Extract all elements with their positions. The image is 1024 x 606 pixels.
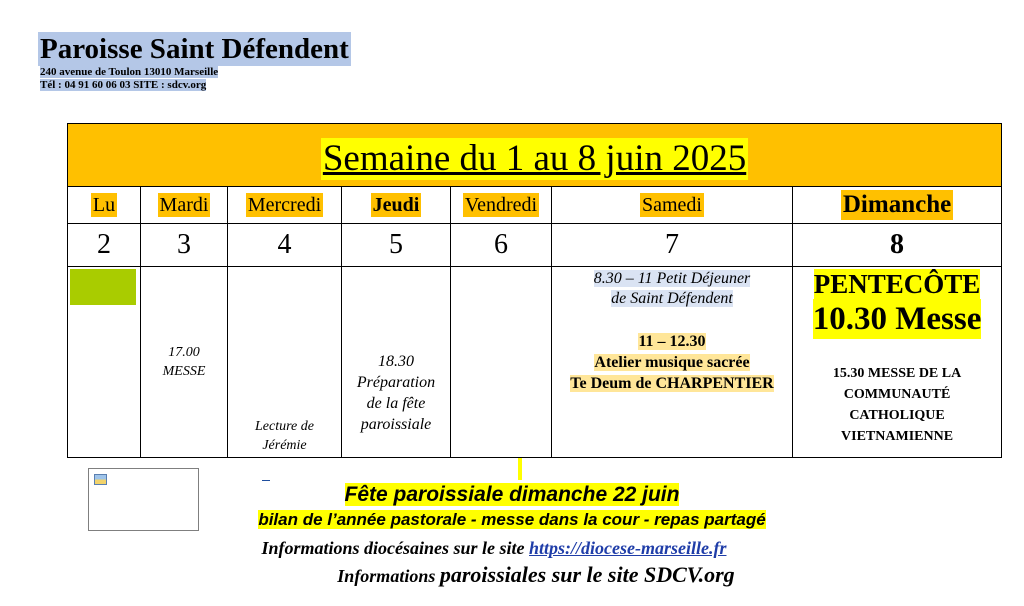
underline-mark [262, 480, 270, 481]
week-title-cell [68, 124, 1002, 187]
events-saturday [552, 267, 793, 458]
pentecost-block [793, 269, 1001, 339]
week-title: Semaine du 1 au 8 juin 2025 [322, 138, 747, 179]
events-wednesday [228, 267, 342, 458]
day-names-row [68, 187, 1002, 224]
diocese-link[interactable]: https://diocese-marseille.fr [529, 538, 727, 558]
events-tuesday [141, 267, 228, 458]
weekly-schedule-table [67, 123, 1002, 458]
events-row [68, 267, 1002, 458]
parish-header [38, 32, 351, 92]
events-monday [68, 267, 141, 458]
fete-announcement: Fête paroissiale dimanche 22 juin [344, 483, 680, 506]
green-marker [70, 269, 136, 305]
tuesday-mass: 17.00 MESSE [162, 345, 206, 379]
date-thursday: 5 [342, 224, 451, 267]
events-sunday [793, 267, 1002, 458]
date-sunday: 8 [793, 224, 1002, 267]
day-friday: Vendredi [451, 187, 552, 224]
pentecost-title: PENTECÔTE [813, 269, 981, 299]
day-monday: Lu [68, 187, 141, 224]
parish-contact: Tél : 04 91 60 06 03 SITE : sdcv.org [40, 79, 207, 91]
parish-info: Informations paroissiales sur le site SDCV.org [337, 562, 735, 587]
wednesday-reading: Lecture de Jérémie [255, 419, 314, 453]
day-wednesday: Mercredi [228, 187, 342, 224]
saturday-music-workshop: 11 – 12.30 Atelier musique sacrée Te Deum de CHARPENTIER [570, 333, 774, 392]
events-friday [451, 267, 552, 458]
date-monday: 2 [68, 224, 141, 267]
fete-details: bilan de l’année pastorale - messe dans la cour - repas partagé [258, 510, 766, 529]
parish-name: Paroisse Saint Défendent [40, 33, 349, 65]
date-tuesday: 3 [141, 224, 228, 267]
diocese-info: Informations diocésaines sur le site https://diocese-marseille.fr [261, 538, 727, 558]
thursday-preparation: 18.30 Préparation de la fête paroissiale [356, 353, 436, 433]
parish-address: 240 avenue de Toulon 13010 Marseille [40, 66, 219, 78]
day-tuesday: Mardi [141, 187, 228, 224]
day-thursday: Jeudi [342, 187, 451, 224]
date-wednesday: 4 [228, 224, 342, 267]
date-friday: 6 [451, 224, 552, 267]
saturday-breakfast: 8.30 – 11 Petit Déjeuner de Saint Défendent [593, 270, 751, 307]
yellow-highlight-mark [518, 458, 522, 480]
day-sunday: Dimanche [793, 187, 1002, 224]
pentecost-mass: 10.30 Messe [812, 301, 982, 337]
vietnamese-mass: 15.30 MESSE DE LA COMMUNAUTÉ CATHOLIQUE VIETNAMIENNE [832, 366, 962, 444]
day-saturday: Samedi [552, 187, 793, 224]
date-saturday: 7 [552, 224, 793, 267]
day-numbers-row [68, 224, 1002, 267]
events-thursday [342, 267, 451, 458]
